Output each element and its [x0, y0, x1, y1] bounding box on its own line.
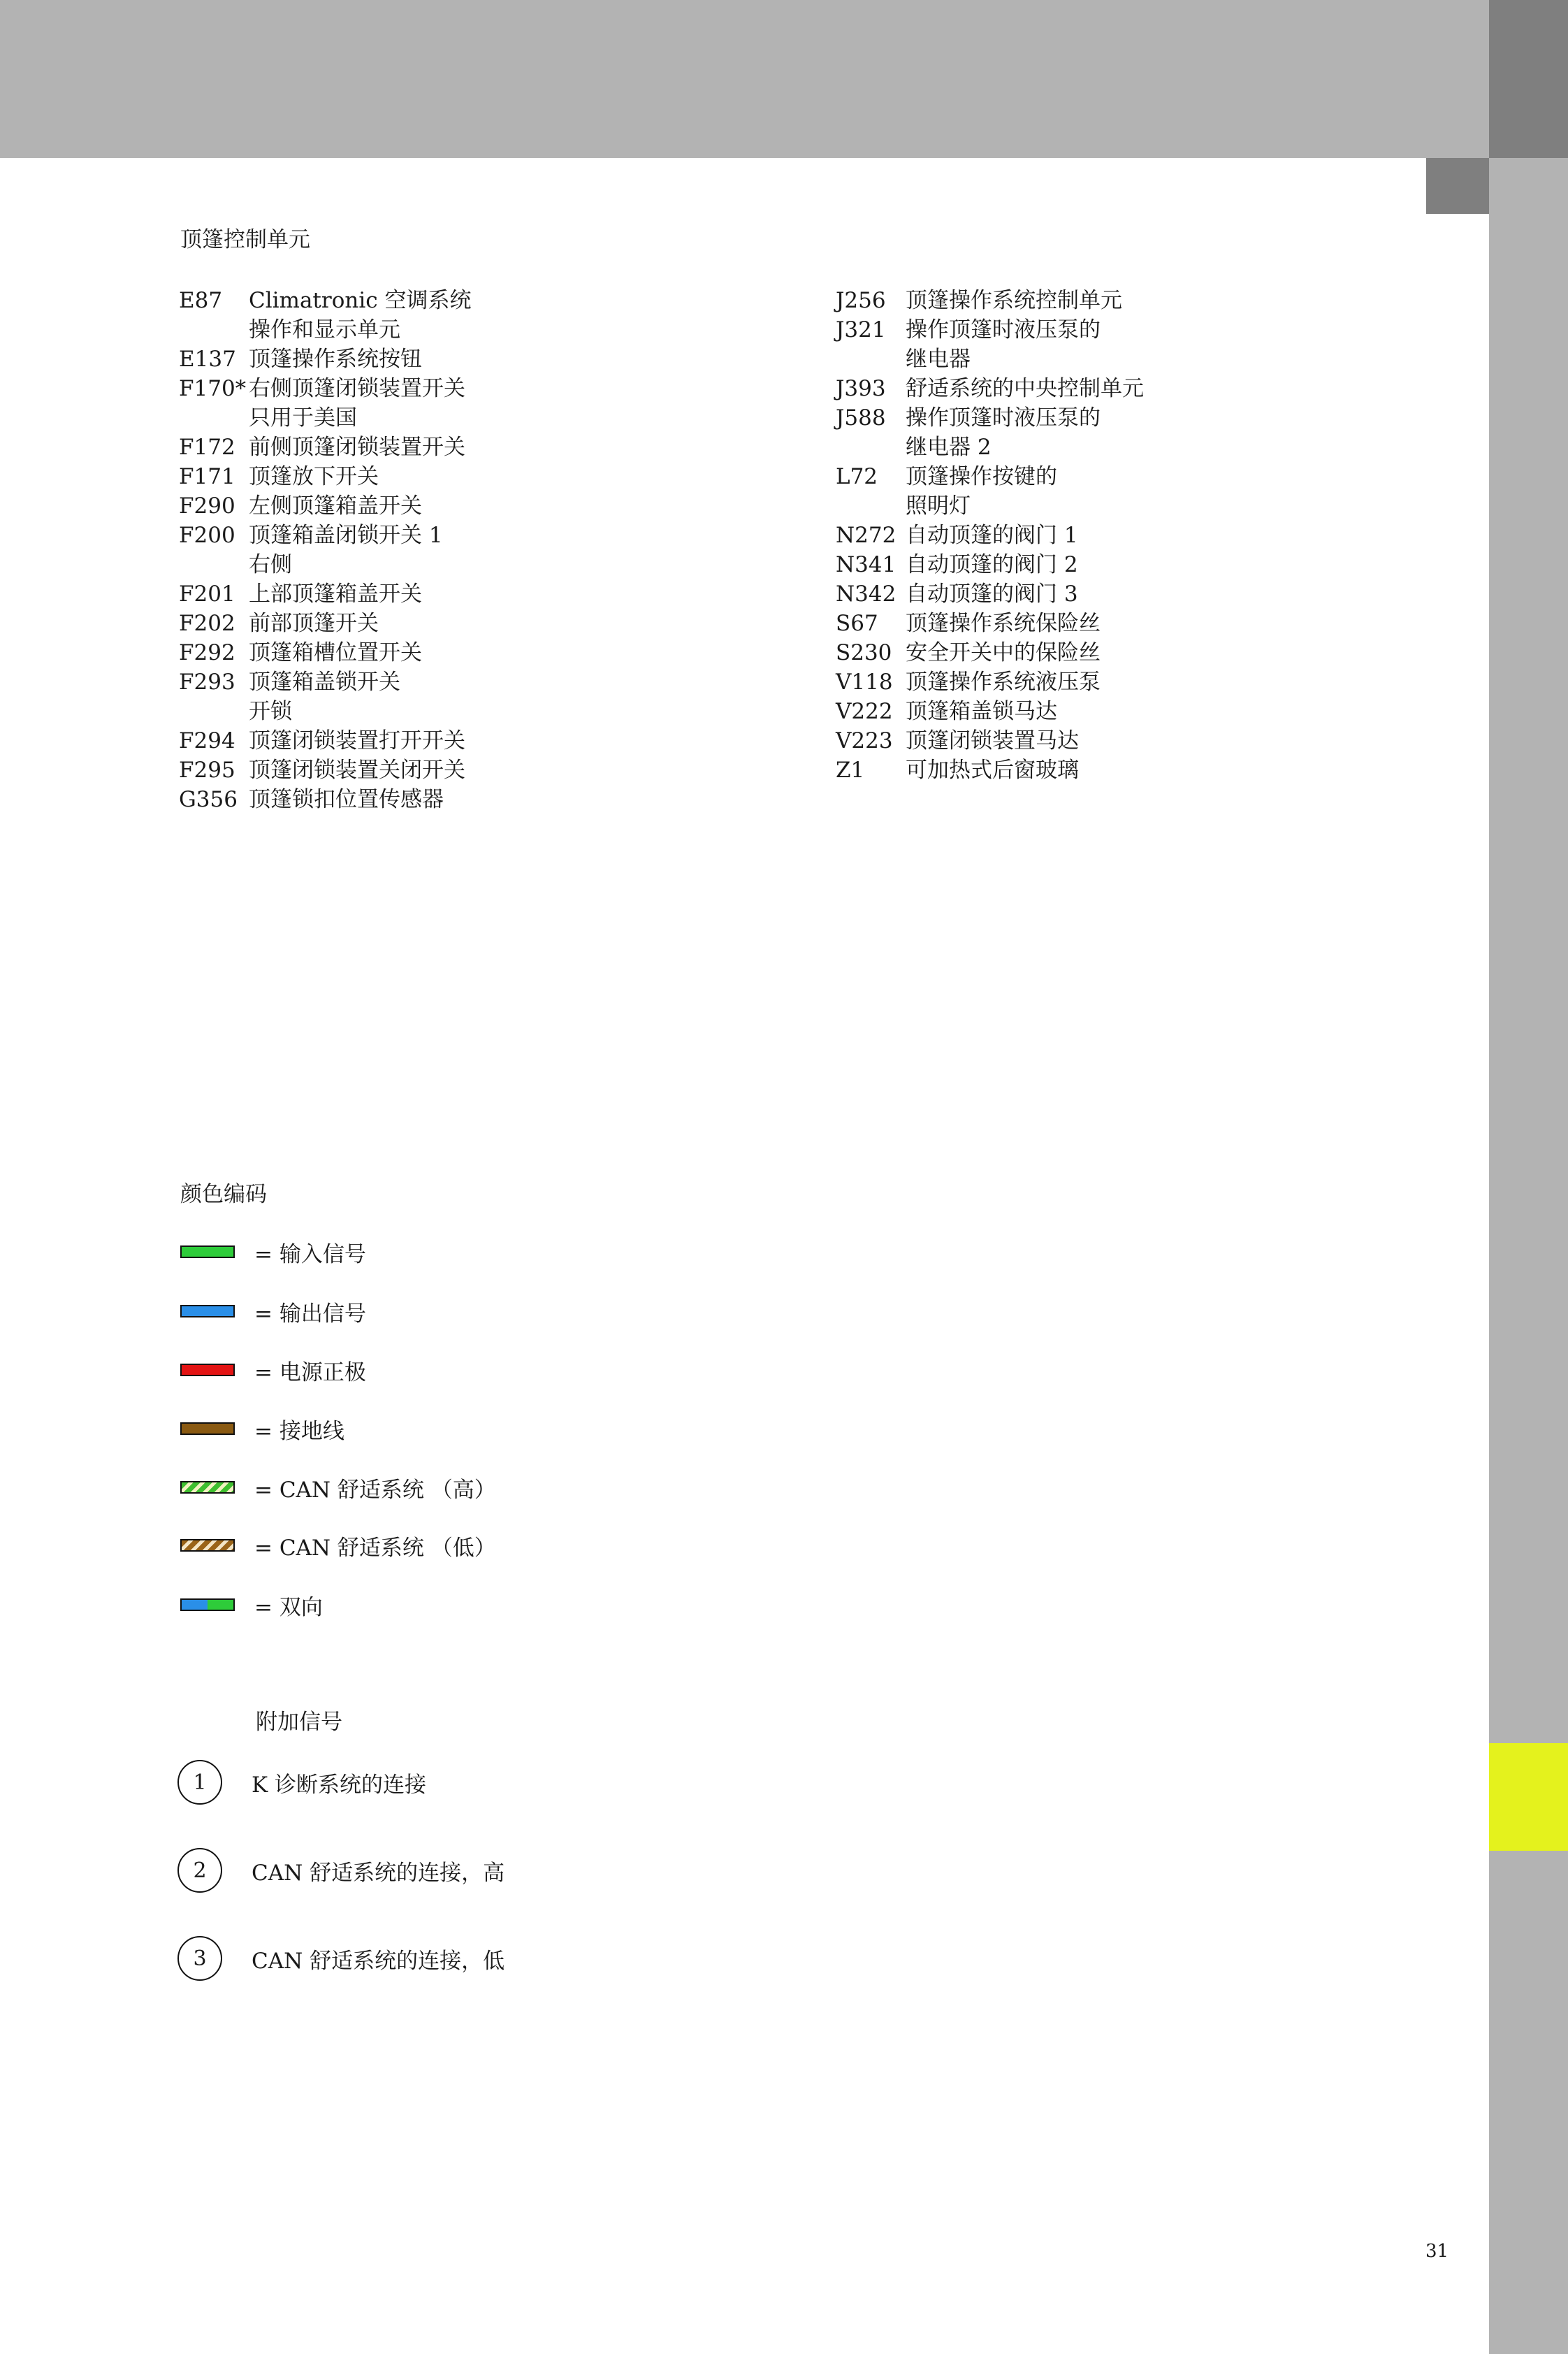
legend-code: Z1: [836, 758, 865, 783]
legend-code: J588: [836, 405, 886, 431]
legend-desc: 舒适系统的中央控制单元: [906, 376, 1144, 401]
legend-code: E87: [179, 288, 223, 313]
legend-desc: 顶篷箱盖闭锁开关 1: [249, 523, 443, 548]
legend-row: [836, 756, 1144, 785]
color-code-title: 颜色编码: [180, 1182, 267, 1207]
legend-code: N341: [836, 552, 896, 577]
legend-code: F295: [179, 758, 235, 783]
signal-number: 1: [177, 1760, 222, 1805]
legend-desc: 顶篷操作按键的: [906, 464, 1057, 489]
side-band: [1489, 0, 1568, 2354]
additional-signals-title: 附加信号: [256, 1710, 342, 1735]
legend-code: N342: [836, 582, 896, 607]
signal-label: K 诊断系统的连接: [252, 1772, 427, 1798]
color-code-label: = 接地线: [254, 1418, 344, 1444]
legend-code: [179, 315, 249, 345]
color-code-row: [180, 1473, 496, 1502]
legend-code: F290: [179, 493, 235, 519]
legend-row: [179, 521, 471, 550]
legend-row: [179, 433, 471, 462]
color-code-row: [180, 1531, 496, 1560]
legend-row: [179, 667, 471, 697]
legend-row: [179, 315, 471, 345]
legend-row: [179, 286, 471, 315]
color-code-label: = 电源正极: [254, 1359, 366, 1385]
header-band: [0, 0, 1489, 158]
legend-row: [836, 491, 1144, 521]
legend-desc: 顶篷闭锁装置马达: [906, 728, 1079, 753]
legend-desc: Climatronic 空调系统: [249, 288, 472, 313]
legend-code: J256: [836, 288, 886, 313]
legend-row: [179, 579, 471, 609]
legend-row: [836, 374, 1144, 403]
legend-row: [836, 286, 1144, 315]
legend-code: F202: [179, 611, 235, 636]
swatch-can-low: [180, 1539, 235, 1552]
legend-code: F170*: [179, 376, 247, 401]
legend-row: [179, 491, 471, 521]
legend-desc: 顶篷操作系统液压泵: [906, 670, 1101, 695]
legend-code: E137: [179, 347, 236, 372]
legend-desc: 可加热式后窗玻璃: [906, 758, 1079, 783]
legend-desc: 顶篷闭锁装置打开开关: [249, 728, 465, 753]
swatch-bidirectional: [180, 1598, 235, 1611]
legend-code: G356: [179, 787, 238, 812]
legend-code: F172: [179, 435, 235, 460]
legend-desc: 自动顶篷的阀门 1: [906, 523, 1078, 548]
legend-desc: 继电器 2: [906, 435, 992, 460]
legend-code: S230: [836, 640, 892, 665]
legend-code: F171: [179, 464, 235, 489]
legend-desc: 操作顶篷时液压泵的: [906, 405, 1101, 431]
legend-row: [179, 609, 471, 638]
legend-desc: 照明灯: [906, 493, 971, 519]
legend-desc: 自动顶篷的阀门 3: [906, 582, 1078, 607]
legend-code: F294: [179, 728, 235, 753]
swatch-ground: [180, 1422, 235, 1435]
color-code-row: [180, 1355, 366, 1385]
legend-row: [179, 697, 471, 726]
color-code-row: [180, 1297, 366, 1326]
signal-label: CAN 舒适系统的连接，低: [252, 1948, 505, 1974]
legend-code: [179, 403, 249, 433]
section-title: 顶篷控制单元: [180, 227, 310, 252]
legend-desc: 只用于美国: [249, 405, 357, 431]
legend-desc: 左侧顶篷箱盖开关: [249, 493, 422, 519]
signal-number: 2: [177, 1848, 222, 1893]
legend-row: [836, 609, 1144, 638]
legend-code: [179, 550, 249, 579]
legend-desc: 安全开关中的保险丝: [906, 640, 1101, 665]
legend-code: V118: [836, 670, 893, 695]
legend-desc: 右侧顶篷闭锁装置开关: [249, 376, 465, 401]
legend-desc: 右侧: [249, 552, 292, 577]
legend-code: [836, 345, 906, 374]
signal-row: [177, 1758, 426, 1807]
legend-row: [836, 667, 1144, 697]
legend-code: V223: [836, 728, 893, 753]
legend-row: [836, 345, 1144, 374]
legend-row: [836, 579, 1144, 609]
legend-row: [836, 315, 1144, 345]
legend-row: [836, 638, 1144, 667]
chapter-marker-yellow: [1489, 1743, 1568, 1851]
page-number: 31: [1425, 2241, 1449, 2262]
legend-code: J393: [836, 376, 886, 401]
legend-row: [179, 756, 471, 785]
swatch-output-signal: [180, 1305, 235, 1317]
signal-label: CAN 舒适系统的连接，高: [252, 1860, 505, 1886]
legend-desc: 顶篷操作系统控制单元: [906, 288, 1122, 313]
legend-desc: 自动顶篷的阀门 2: [906, 552, 1078, 577]
legend-desc: 顶篷锁扣位置传感器: [249, 787, 444, 812]
legend-code: [836, 491, 906, 521]
legend-desc: 前侧顶篷闭锁装置开关: [249, 435, 465, 460]
legend-code: J321: [836, 317, 886, 342]
legend-row: [179, 550, 471, 579]
legend-desc: 继电器: [906, 347, 971, 372]
legend-desc: 操作和显示单元: [249, 317, 400, 342]
swatch-input-signal: [180, 1245, 235, 1258]
legend-code: V222: [836, 699, 893, 724]
legend-desc: 顶篷操作系统按钮: [249, 347, 422, 372]
signal-row: [177, 1934, 504, 1983]
legend-desc: 顶篷闭锁装置关闭开关: [249, 758, 465, 783]
legend-row: [836, 697, 1144, 726]
swatch-can-high: [180, 1481, 235, 1494]
color-code-label: = CAN 舒适系统 （高）: [254, 1477, 496, 1503]
color-code-label: = 输出信号: [254, 1301, 366, 1327]
legend-code: F293: [179, 670, 235, 695]
color-code-label: = CAN 舒适系统 （低）: [254, 1535, 496, 1561]
color-code-row: [180, 1414, 344, 1443]
signal-row: [177, 1846, 504, 1895]
legend-code: F201: [179, 582, 235, 607]
legend-desc: 开锁: [249, 699, 292, 724]
legend-row: [179, 462, 471, 491]
legend-row: [179, 374, 471, 403]
legend-code: N272: [836, 523, 896, 548]
corner-tab: [1426, 158, 1489, 214]
legend-desc: 操作顶篷时液压泵的: [906, 317, 1101, 342]
legend-row: [179, 785, 471, 814]
legend-desc: 上部顶篷箱盖开关: [249, 582, 422, 607]
signal-number: 3: [177, 1936, 222, 1981]
legend-desc: 顶篷放下开关: [249, 464, 379, 489]
side-band-dark-block: [1489, 0, 1568, 158]
color-code-row: [180, 1590, 323, 1619]
legend-code: [836, 433, 906, 462]
legend-code: S67: [836, 611, 878, 636]
legend-row: [836, 403, 1144, 433]
legend-code: L72: [836, 464, 878, 489]
color-code-label: = 输入信号: [254, 1241, 366, 1267]
legend-row: [179, 726, 471, 756]
legend-desc: 顶篷箱盖锁马达: [906, 699, 1057, 724]
legend-desc: 前部顶篷开关: [249, 611, 379, 636]
legend-code: [179, 697, 249, 726]
swatch-positive: [180, 1364, 235, 1376]
color-code-label: = 双向: [254, 1594, 323, 1620]
legend-row: [179, 638, 471, 667]
color-code-row: [180, 1237, 366, 1266]
legend-row: [836, 550, 1144, 579]
legend-row: [836, 726, 1144, 756]
legend-row: [836, 462, 1144, 491]
legend-desc: 顶篷箱槽位置开关: [249, 640, 422, 665]
legend-desc: 顶篷箱盖锁开关: [249, 670, 400, 695]
legend-row: [179, 345, 471, 374]
legend-row: [836, 521, 1144, 550]
legend-desc: 顶篷操作系统保险丝: [906, 611, 1101, 636]
component-legend-right: [836, 286, 1144, 785]
legend-row: [179, 403, 471, 433]
legend-code: F292: [179, 640, 235, 665]
component-legend-left: [179, 286, 471, 814]
legend-row: [836, 433, 1144, 462]
legend-code: F200: [179, 523, 235, 548]
